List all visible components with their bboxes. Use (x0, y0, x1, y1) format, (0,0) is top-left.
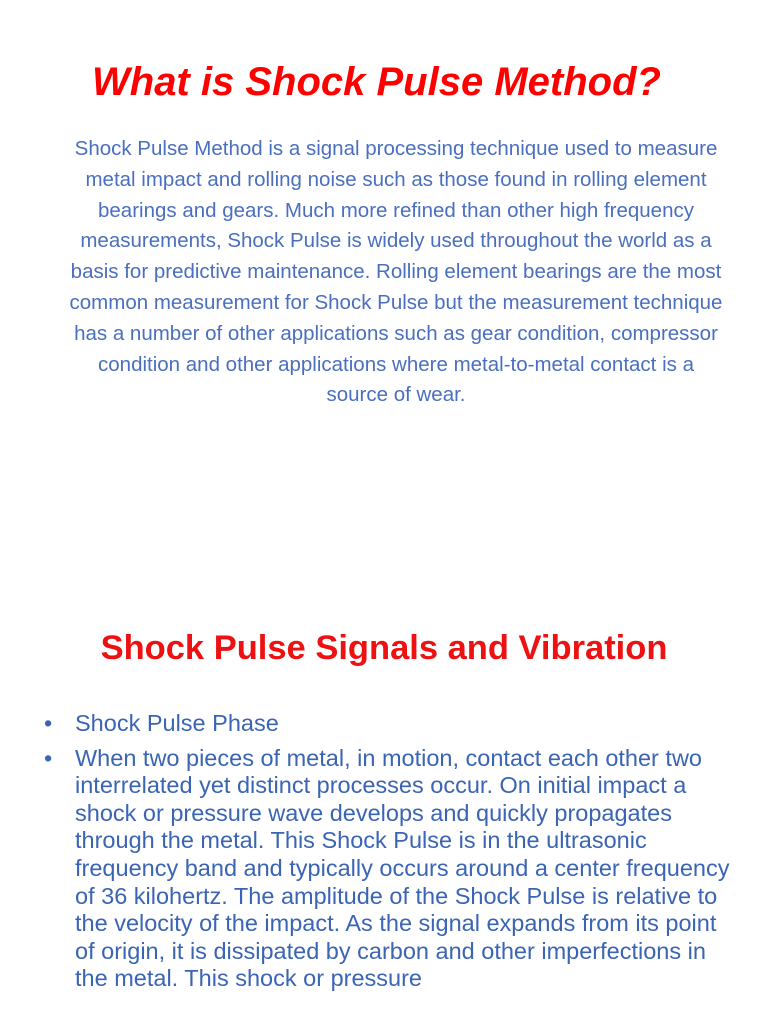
list-item (44, 745, 734, 993)
slide-body-text: Shock Pulse Method is a signal processing technique used to measure metal impact and rolling noise such as those found in rolling element bearings and gears. Much more refined than other high frequency measurements, Shock Pulse is widely used throughout the world as a basis for predictive maintenance. Rolling element bearings are the most common measurement for Shock Pulse but the measurement technique has a number of other applications such as gear condition, compressor condition and other applications where metal-to-metal contact is a source of wear. (69, 137, 723, 407)
bullet-icon: • (44, 744, 53, 771)
bullet-text: When two pieces of metal, in motion, contact each other two interrelated yet distinct processes occur. On initial impact a shock or pressure wave develops and quickly propagates through the metal. This Shock Pulse is in the ultrasonic frequency band and typically occurs around a center frequency of 36 kilohertz. The amplitude of the Shock Pulse is relative to the velocity of the impact. As the signal expands from its point of origin, it is dissipated by carbon and other imperfections in the metal. This shock or pressure (75, 744, 730, 992)
list-item (44, 710, 734, 738)
bullet-list (44, 710, 734, 1000)
slide-signals-and-vibration (0, 600, 768, 1024)
bullet-icon: • (44, 710, 53, 736)
slide-title: Shock Pulse Signals and Vibration (100, 629, 668, 667)
slide-title: What is Shock Pulse Method? (92, 60, 661, 104)
bullet-text: Shock Pulse Phase (75, 710, 279, 736)
